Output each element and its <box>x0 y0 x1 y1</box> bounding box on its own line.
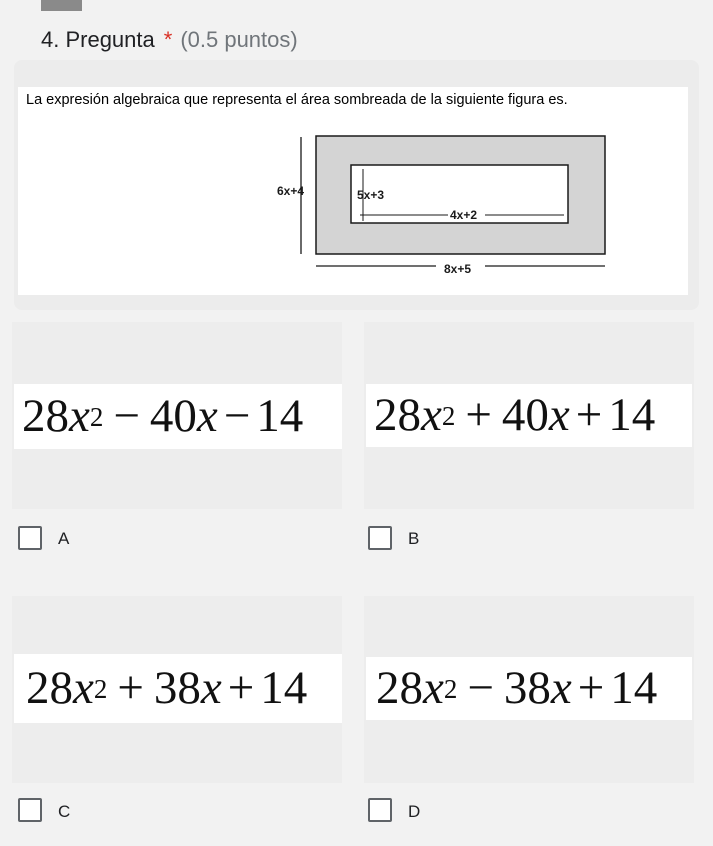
question-statement: La expresión algebraica que representa el área sombreada de la siguiente figura es. <box>26 92 568 108</box>
inner-width-label: 4x+2 <box>450 208 478 222</box>
required-asterisk: * <box>163 27 173 52</box>
option-b-checkbox[interactable] <box>368 526 392 550</box>
option-a-label[interactable]: A <box>58 529 70 548</box>
top-header-tab <box>41 0 82 11</box>
option-c-label[interactable]: C <box>58 802 71 821</box>
outer-width-label: 8x+5 <box>444 262 472 276</box>
option-d-checkbox[interactable] <box>368 798 392 822</box>
inner-height-label: 5x+3 <box>357 188 385 202</box>
rectangle-figure <box>18 87 688 295</box>
option-d-label[interactable]: D <box>408 802 421 821</box>
option-a-formula: 28 x 2 − 40 x − 14 <box>14 384 342 449</box>
question-points: (0.5 puntos) <box>180 27 298 52</box>
question-title: 4. Pregunta <box>41 27 155 52</box>
option-d-formula: 28 x 2 − 38 x + 14 <box>366 657 692 720</box>
option-c-checkbox[interactable] <box>18 798 42 822</box>
option-a-checkbox[interactable] <box>18 526 42 550</box>
question-header <box>41 26 298 54</box>
question-image <box>18 87 688 295</box>
option-c-formula: 28 x 2 + 38 x + 14 <box>14 654 342 723</box>
option-b-label[interactable]: B <box>408 529 420 548</box>
outer-height-label: 6x+4 <box>277 184 305 198</box>
option-b-formula: 28 x 2 + 40 x + 14 <box>366 384 692 447</box>
